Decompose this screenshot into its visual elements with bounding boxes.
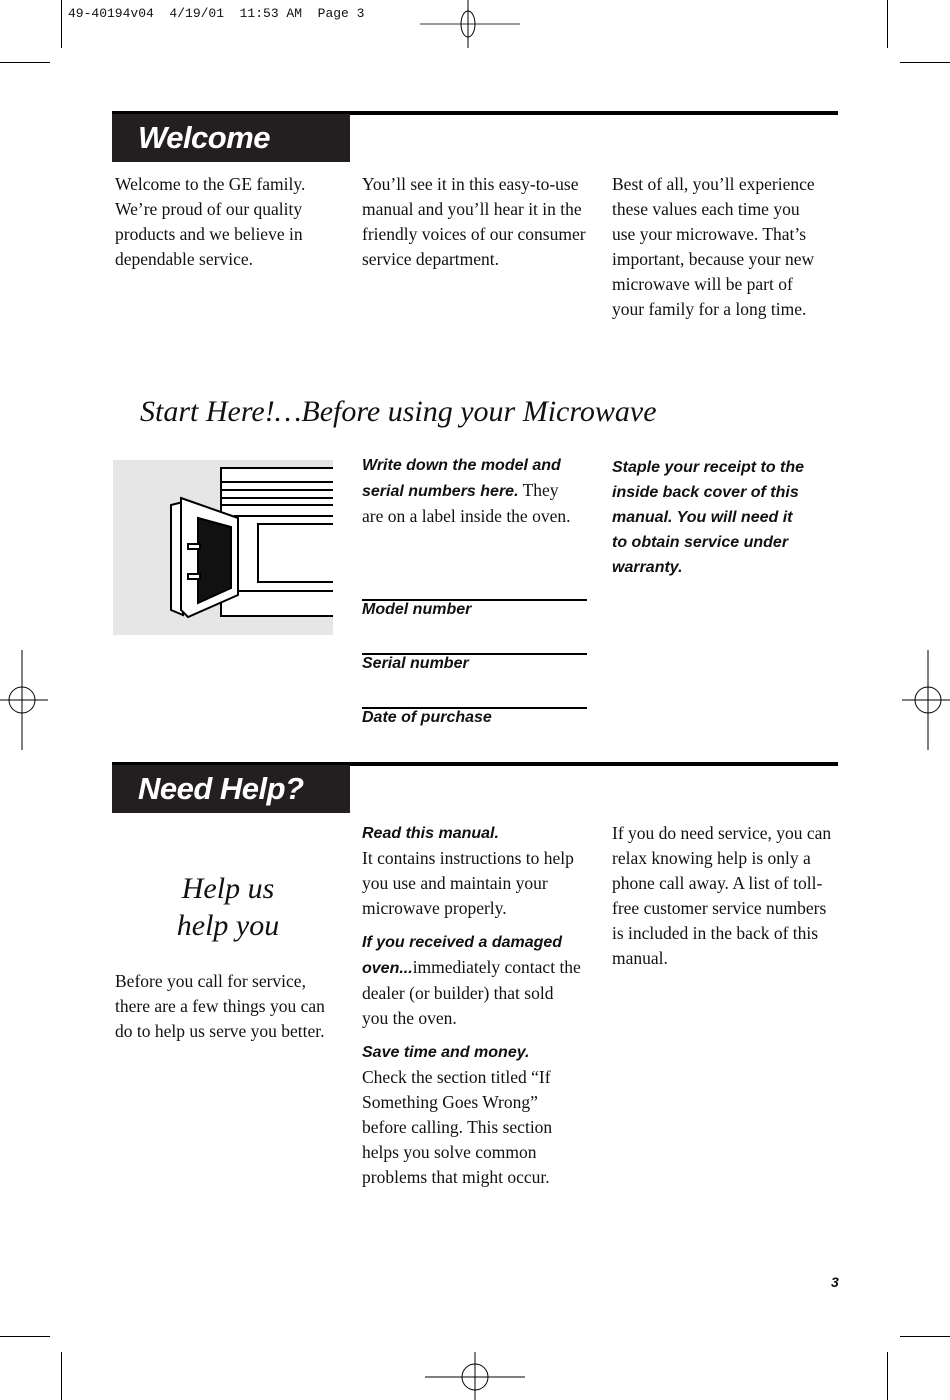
microwave-illustration [113,460,333,635]
welcome-col3: Best of all, you’ll experience these values each time you use your microwave. That’s important, because your new microwave will be part of your family for a long time. [612,174,815,319]
welcome-col2: You’ll see it in this easy-to-use manual and you’ll hear it in the friendly voices of our consumer service department. [362,174,586,269]
staple-receipt-note: Staple your receipt to the inside back cover of this manual. You will need it to obtain service under warranty. [612,459,805,576]
start-heading: Start Here!…Before using your Microwave [140,395,657,428]
help-us-subtitle: Help us help you [176,872,280,942]
tip-read-manual: Read this manual. It contains instructions to help you use and maintain your microwave properly. [362,825,574,918]
serial-number-label: Serial number [362,655,469,672]
need-help-heading: Need Help? [112,765,350,813]
welcome-heading: Welcome [112,114,350,162]
model-number-label: Model number [362,601,472,618]
purchase-date-label: Date of purchase [362,709,492,726]
tip-damaged-oven: If you received a damaged oven...immediately contact the dealer (or builder) that sold you the oven. [362,934,581,1028]
tip-save-time: Save time and money. Check the section titled “If Something Goes Wrong” before calling. This section helps you solve common problems that might occur. [362,1044,553,1187]
print-slug: 49-40194v04 4/19/01 11:53 AM Page 3 [68,6,365,21]
welcome-col1: Welcome to the GE family. We’re proud of our quality products and we believe in dependable service. [115,174,306,269]
write-down-instructions: Write down the model and serial numbers here. They are on a label inside the oven. [362,457,571,526]
page-number: 3 [831,1274,839,1290]
help-intro: Before you call for service, there are a few things you can do to help us serve you better. [115,971,325,1041]
help-tips [362,820,584,1198]
service-info: If you do need service, you can relax knowing help is only a phone call away. A list of toll-free customer service numbers is included in the back of this manual. [612,823,832,968]
